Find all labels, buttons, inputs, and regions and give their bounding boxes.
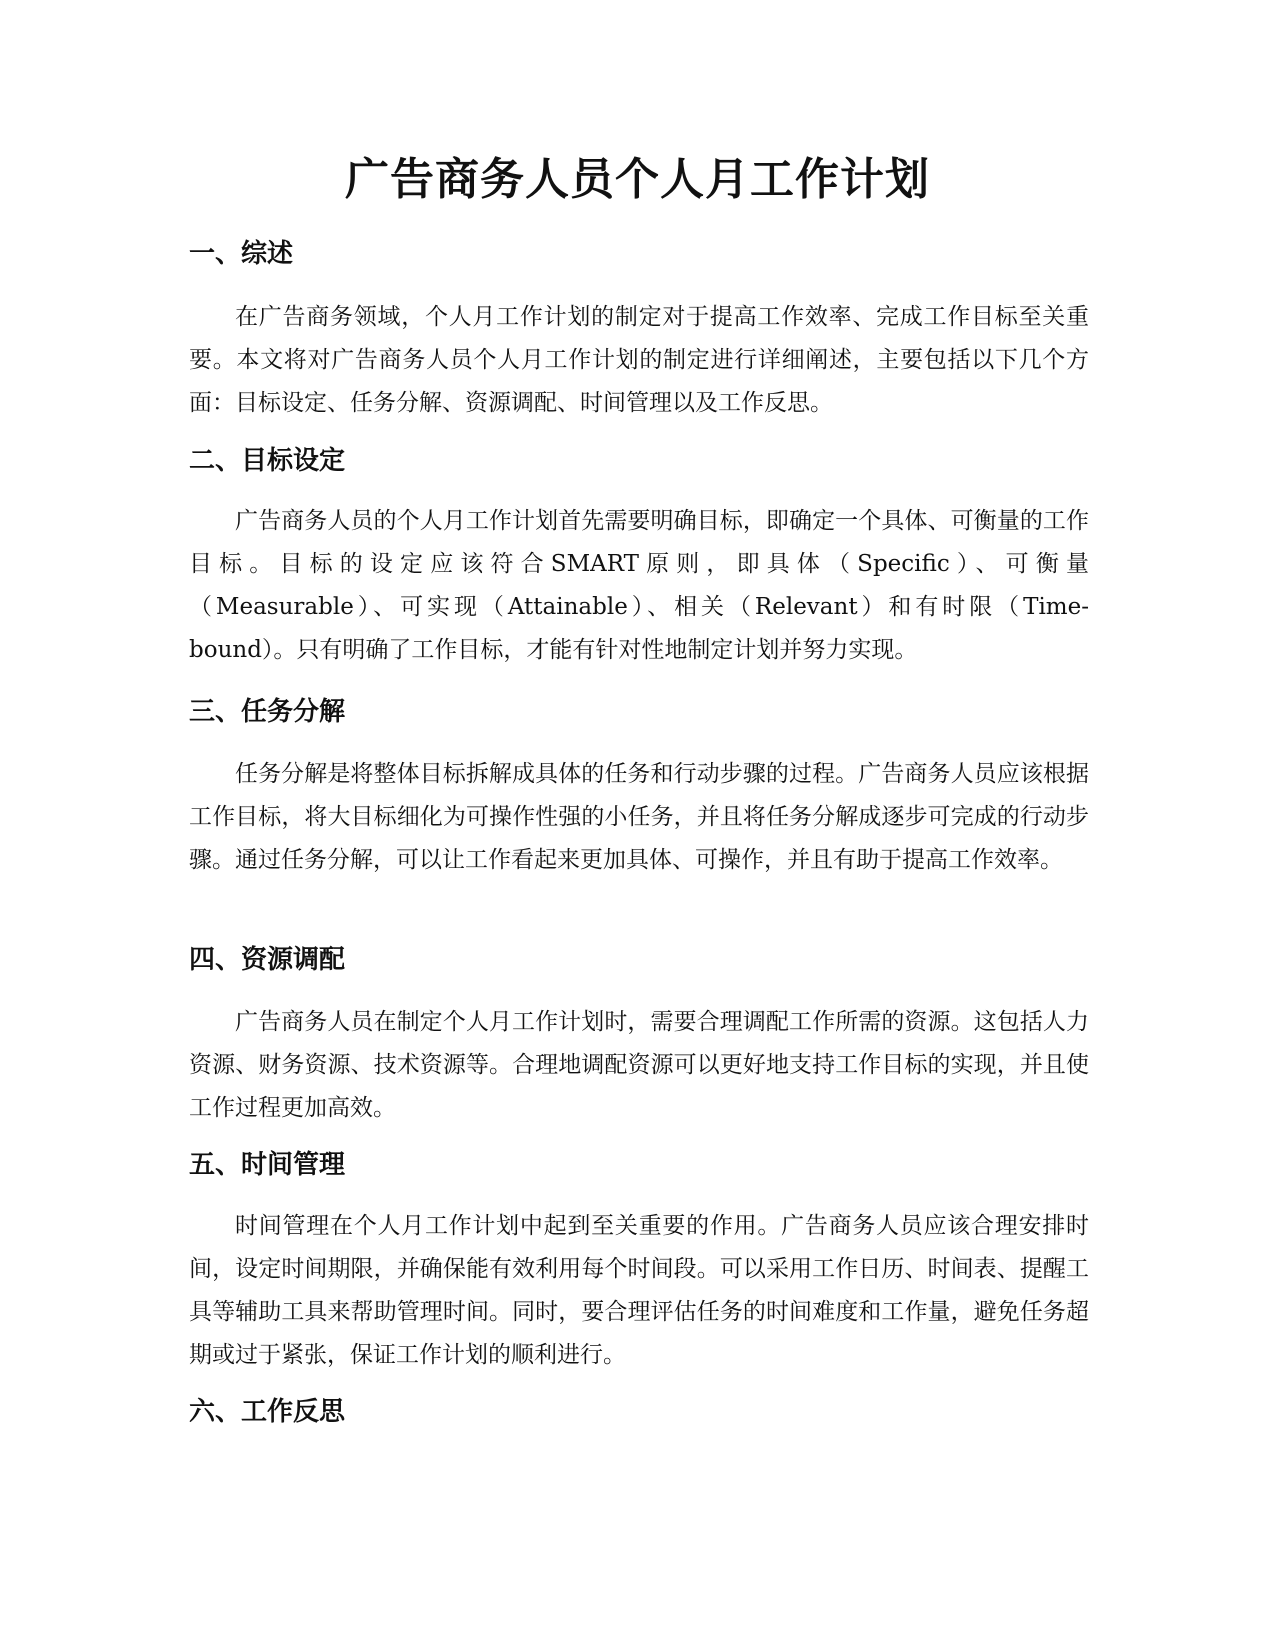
- section-heading-resource-allocation: 四、资源调配: [189, 945, 346, 975]
- section-paragraph-time-management: 时间管理在个人月工作计划中起到至关重要的作用。广告商务人员应该合理安排时间，设定时间期限，并确保能有效利用每个时间段。可以采用工作日历、时间表、提醒工具等辅助工具来帮助管理时间。同时，要合理评估任务的时间难度和工作量，避免任务超期或过于紧张，保证工作计划的顺利进行。: [189, 1213, 1089, 1368]
- section-heading-goal-setting: 二、目标设定: [189, 446, 346, 476]
- section-paragraph-overview: 在广告商务领域，个人月工作计划的制定对于提高工作效率、完成工作目标至关重要。本文将对广告商务人员个人月工作计划的制定进行详细阐述，主要包括以下几个方面：目标设定、任务分解、资源调配、时间管理以及工作反思。: [189, 304, 1089, 416]
- page-title: 广告商务人员个人月工作计划: [345, 154, 930, 205]
- section-paragraph-goal-setting: 广告商务人员的个人月工作计划首先需要明确目标，即确定一个具体、可衡量的工作目标。目标的设定应该符合SMART原则，即具体（Specific）、可衡量（Measurable）、可实现（Attainable）、相关（Relevant）和有时限（Time-bound）。只有明确了工作目标，才能有针对性地制定计划并努力实现。: [189, 508, 1089, 663]
- section-paragraph-task-breakdown: 任务分解是将整体目标拆解成具体的任务和行动步骤的过程。广告商务人员应该根据工作目标，将大目标细化为可操作性强的小任务，并且将任务分解成逐步可完成的行动步骤。通过任务分解，可以让工作看起来更加具体、可操作，并且有助于提高工作效率。: [189, 761, 1089, 873]
- section-heading-time-management: 五、时间管理: [189, 1150, 346, 1180]
- section-paragraph-resource-allocation: 广告商务人员在制定个人月工作计划时，需要合理调配工作所需的资源。这包括人力资源、财务资源、技术资源等。合理地调配资源可以更好地支持工作目标的实现，并且使工作过程更加高效。: [189, 1009, 1089, 1121]
- section-heading-work-reflection: 六、工作反思: [189, 1397, 346, 1427]
- section-heading-task-breakdown: 三、任务分解: [189, 697, 346, 727]
- section-heading-overview: 一、综述: [189, 239, 294, 269]
